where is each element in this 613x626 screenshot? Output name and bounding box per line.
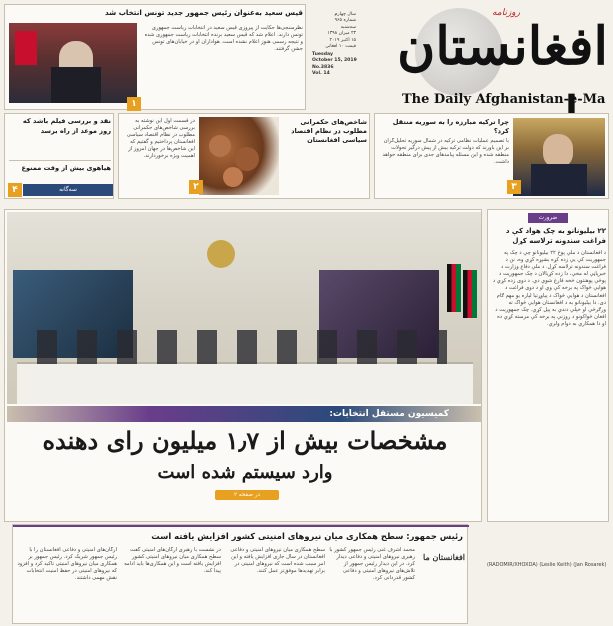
tunisia-photo xyxy=(9,23,137,103)
main-story xyxy=(4,209,482,522)
bottom-right-text: (RADOMIR/XHOXDA) (Leslie Keith) (Jan Rosarek) xyxy=(487,562,607,568)
panel-table xyxy=(17,362,473,404)
person-icon xyxy=(543,134,573,168)
continued-bar xyxy=(215,490,279,500)
turkey-photo xyxy=(513,118,605,196)
flag-icon xyxy=(15,31,37,65)
issue-info-en: Tuesday October 15, 2019 No.3836 Vol. 14 xyxy=(312,52,357,77)
page-badge: ۱ xyxy=(127,97,141,111)
main-kicker: کمیسیون مستقل انتخابات: xyxy=(329,409,449,419)
kicker-bar xyxy=(7,406,481,422)
tunisia-story xyxy=(4,4,306,110)
bottom-story xyxy=(12,524,468,624)
turkey-story xyxy=(374,113,609,199)
section-label-bar xyxy=(23,184,113,196)
tunisia-text: نظرسنجی‌ها حکایت از پیروزی قیس سعید در انتخابات ریاست جمهوری تونس دارند. اعلام شد که قیس سعید برنده انتخابات ریاست جمهوری شده و نتیجه رسمی هنوز اعلام نشده است. هواداران او در خیابان‌های تونس جشن گرفتند. xyxy=(144,25,303,53)
hype-teaser[interactable]: هیاهوی بیش از وقت ممنوع xyxy=(21,164,111,172)
bottom-headline: رئیس جمهور: سطح همکاری میان نیروهای امنیتی کشور افزایش یافته است xyxy=(151,531,463,541)
film-review-teaser[interactable]: نقد و بررسی فیلم باشد که روز موعد از راه برسد xyxy=(22,117,111,135)
flag-icon xyxy=(447,264,461,312)
right-column xyxy=(487,209,609,522)
right-label: ضرورت xyxy=(538,215,558,221)
bottom-logo: افغانستان ما xyxy=(423,552,465,562)
page-badge: ۳ xyxy=(507,180,521,194)
right-label-bar xyxy=(528,213,568,223)
person-suit xyxy=(51,67,101,103)
governance-headline: شاخص‌های حکمرانی مطلوب در نظام اقتصاد سیاسی افغانستان xyxy=(291,118,367,144)
election-commission-photo xyxy=(7,212,481,404)
right-text: د افغانستان د ملي پوځ ۲۲ بیلیونانو چې د چک په جمهوریت کې یې زده کړه بشپړه کړې وه، نن د فراغت سندونه ترلاسه کړل. د ملي دفاع وزارت د خبرپاڼې له مخې، دا زده کړیالان د چک جمهوریت د پوځي پوهنتون څخه فارغ شوي دي. د دوی زده کړې د هوایي ځواک په برخه کې وې او د دوی فراغت د افغانستان د هوایي ځواک د پیاوړتیا لپاره یو مهم ګام دی. دا بیلیونانو به د افغانستان هوایي ځواک ته ورګرځي او خپلې دندې به پیل کړي. چک جمهوریت د افغان ځواکونو د روزنې په برخه کې مرسته کړې ده او دا همکاري به دوام ولري. xyxy=(492,250,606,327)
page-badge: ۲ xyxy=(189,180,203,194)
masthead-title: افغانستان xyxy=(397,16,608,77)
governance-story xyxy=(118,113,370,199)
right-headline: ۲۲ بیلیونانو به چک هواد کې د فراغت سندونه ترلاسه کړل xyxy=(505,227,606,245)
governance-text: در قسمت اول این نوشته به بررسی شاخص‌های حکمرانی مطلوب در نظام اقتصاد سیاسی افغانستان پرداختیم و گفتیم که این شاخص‌ها در جهان امروز از اهمیت ویژه برخوردارند. xyxy=(126,118,195,160)
emblem-icon xyxy=(207,240,235,268)
section-label: سه‌گانه xyxy=(59,186,77,193)
masthead xyxy=(310,4,610,112)
main-headline-1: مشخصات بیش از ۱٫۷ میلیون رای دهنده xyxy=(42,426,448,455)
coins-photo xyxy=(199,117,279,195)
page-badge: ۴ xyxy=(8,183,22,197)
bottom-col-1: ارگان‌های امنیتی و دفاعی افغانستان را با رئیس جمهور شریک کرد. رئیس جمهور بر همکاری میان نیروهای امنیتی تاکید کرد و افزود که نیروهای امنیتی در حفظ امنیت انتخابات نقش مهمی داشتند. xyxy=(17,547,117,582)
turkey-text: با تصمیم عملیات نظامی ترکیه در شمال سوریه تحلیل‌گران بر این باورند که دولت ترکیه بیش از پیش درگیر تحولات منطقه شده و این مسئله پیامدهای جدی برای منطقه خواهد داشت. xyxy=(382,138,509,166)
panel-members xyxy=(37,330,447,364)
person-suit xyxy=(531,164,587,196)
continued-label: در صفحه ۲ xyxy=(234,492,260,498)
flag-icon xyxy=(463,270,477,318)
tunisia-headline: قیس سعید به‌عنوان رئیس جمهور جدید تونس انتخاب شد xyxy=(104,8,303,17)
main-headline-2: وارد سیستم شده است xyxy=(157,462,333,483)
bottom-col-3: سطح همکاری میان نیروهای امنیتی و دفاعی افغانستان در سال جاری افزایش یافته و این امر سبب شده است که نیروهای امنیتی در برابر تهدیدها موفق‌تر عمل کنند. xyxy=(230,547,325,575)
turkey-headline: چرا ترکیه مبارزه را به سوریه منتقل کرد؟ xyxy=(392,118,509,135)
bottom-col-2: در نشست با رهبری ارگان‌های امنیتی گفت سطح همکاری میان نیروهای امنیتی کشور افزایش یافته است و این همکاری‌ها باید ادامه پیدا کند. xyxy=(124,547,221,575)
issue-info: سال چهارم شماره ۹۶۵ سه‌شنبه ۲۳ میزان ۱۳۹۸ ۱۵ اکتبر ۲۰۱۹ قیمت ۱۰ افغانی xyxy=(325,12,356,50)
bottom-col-4: محمد اشرف غنی رئیس جمهور کشور با رهبری نیروهای امنیتی و دفاعی دیدار کرد. در این دیدار رئیس جمهور از تلاش‌های نیروهای امنیتی و دفاعی کشور قدردانی کرد. xyxy=(329,547,415,582)
masthead-subtitle: روزنامه xyxy=(492,8,520,18)
left-teasers xyxy=(4,113,114,199)
masthead-title-en: The Daily Afghanistan-e-Ma xyxy=(402,92,606,107)
